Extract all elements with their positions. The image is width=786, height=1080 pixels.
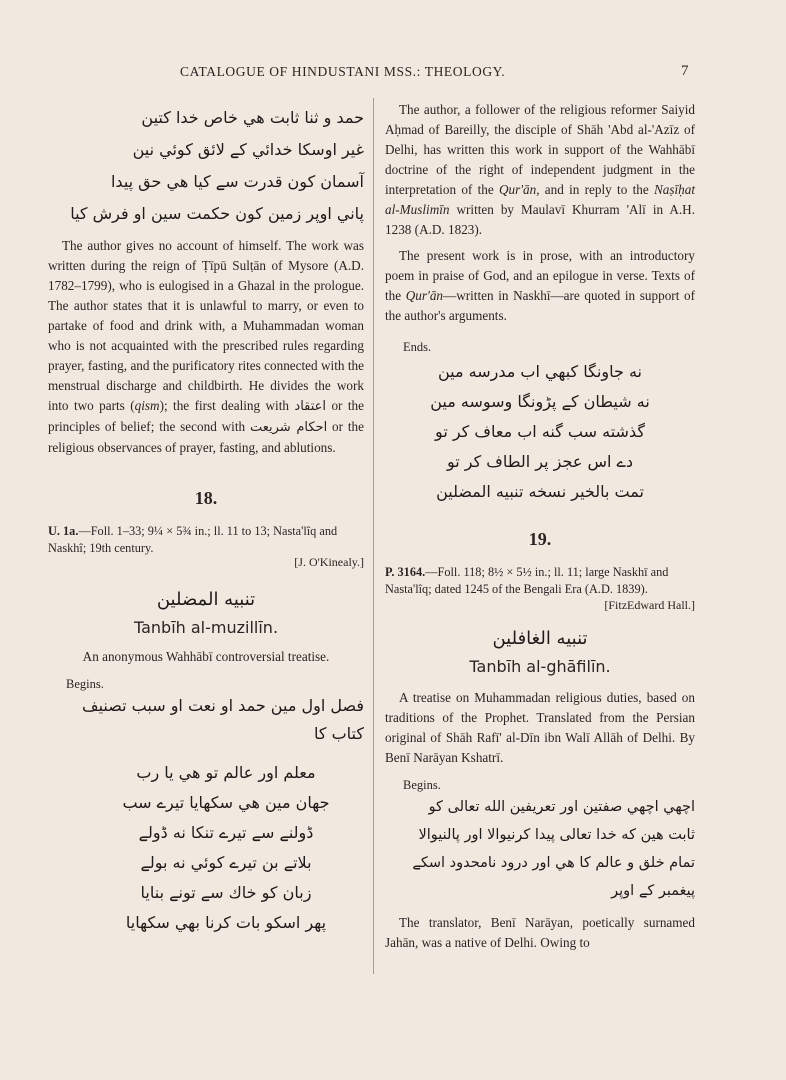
urdu-verse-line: پھر اسكو بات كرنا بھي سكھايا [125,913,327,932]
entry-meta: P. 3164.—Foll. 118; 8½ × 5½ in.; ll. 11; large Naskhī and Nasta'lîq; dated 1245 of the Bengali Era (A.D. 1839). [385,565,669,596]
urdu-verse-line: گذشته سب گنه اب معاف كر تو [435,422,645,441]
urdu-verse-line: دے اس عجز پر الطاف كر تو [446,452,634,471]
begins-verses [48,758,364,938]
begins-label: Begins. [66,677,104,691]
shelfmark: U. 1a. [48,524,79,538]
attribution: [FitzEdward Hall.] [604,598,695,612]
urdu-title: تنبيه الغافلين [492,628,588,649]
urdu-verse-line: نه جاونگا كبهي اب مدرسه مين [437,362,643,381]
begins-prose: اچھي اچھي صفتين اور تعريفين الله تعالى كو ثابت هين كه خدا تعالى پيدا كرنيوالا اور پالنيوالا تمام خلق و عالم كا هي اور درود نامحدود اسكے پيغمبر كے اوپر [412,799,695,899]
column-divider [373,98,374,974]
urdu-verse-line: تمت بالخير نسخه تنبيه المضلين [436,482,644,501]
entry-number: 18. [194,488,218,508]
description-paragraph: The author, a follower of the religious reformer Saiyid Aḥmad of Bareilly, the disciple of Shāh 'Abd al-'Azīz of Delhi, has written this work in support of the Wahhābī doctrine of the right of independent judgment in the interpretation of the Qur'ān, and in reply to the Naṣīḥat al-Muslimīn written by Maulavī Khurram 'Alī in A.H. 1238 (A.D. 1823). [385,102,695,237]
urdu-verse-line: آسمان كون قدرت سے كيا هي حق پيدا [110,172,364,191]
page-number: 7 [681,63,689,79]
attribution: [J. O'Kinealy.] [294,555,364,569]
inline-urdu-term: اعتقاد [294,399,327,414]
closing-paragraph: The translator, Benī Narāyan, poetically surnamed Jahān, was a native of Delhi. Owing to [385,915,695,950]
urdu-verse-line: جهان مين هي سكهايا تيرے سب [122,793,330,812]
urdu-title: تنبيه المضلين [156,589,256,610]
urdu-verse-line: پاني اوپر زمين كون حكمت سين او فرش كيا [70,204,364,223]
latin-title: Tanbīh al-muzillīn. [133,618,279,637]
urdu-opening-verses [48,102,364,230]
entry-description: A treatise on Muhammadan religious duties, based on traditions of the Prophet. Translated from the Persian original of Shāh Rafī' al-Dīn ibn Walī Allāh of Delhi. By Benī Narāyan Kshatrī. [385,690,695,765]
urdu-verse-line: ڈولنے سے تيرے تنكا نه ڈولے [138,823,314,842]
begins-label: Begins. [403,778,441,792]
running-title: CATALOGUE OF HINDUSTANI MSS.: THEOLOGY. [180,64,506,79]
urdu-verse-line: بلاتے بن تيرے كوئي نه بولے [140,853,312,872]
entry-description: An anonymous Wahhābī controversial treatise. [82,649,330,664]
left-column [48,100,364,938]
inline-urdu-term: احكام شريعت [249,420,328,435]
ends-verses [385,357,695,507]
latin-title: Tanbīh al-ghāfilīn. [469,657,611,676]
begins-prose: فصل اول مين حمد او نعت او سبب تصنيف كتاب كا [82,696,364,743]
urdu-verse-line: معلم اور عالم تو هي يا رب [136,763,316,782]
entry-number: 19. [528,529,552,549]
shelfmark: P. 3164. [385,565,426,579]
urdu-verse-line: حمد و ثنا ثابت هي خاص خدا كتين [141,108,364,127]
ends-label: Ends. [403,340,432,354]
entry-meta: U. 1a.—Foll. 1–33; 9¼ × 5¾ in.; ll. 11 to 13; Nasta'lîq and Naskhî; 19th century. [48,524,338,555]
urdu-verse-line: نه شيطان كے پڑونگا وسوسه مين [430,392,650,411]
description-paragraph: The present work is in prose, with an introductory poem in praise of God, and an epilogue in verse. Texts of the Qur'ān—written in Naskhī—are quoted in support of the author's arguments. [385,248,695,323]
urdu-verse-line: زبان كو خاك سے تونے بنايا [140,883,312,902]
urdu-verse-line: غير اوسكا خدائي كے لائق كوئي نين [132,140,364,159]
right-column [385,100,695,953]
description-paragraph: The author gives no account of himself. The work was written during the reign of Ṭīpū Sulṭān of Mysore (A.D. 1782–1799), who is eulogised in a Ghazal in the prologue. The author states that it is unlawful to marry, or even to partake of food and drink with, a Muhammadan woman who is not acquainted with the prescribed rules regarding prayer, fasting, and the purificatory rites connected with the menstrual discharge and childbirth. He divides the work into two parts (qism); the first dealing with اعتقاد or the principles of belief; the second with احكام شريعت or the religious observances of prayer, fasting, and ablutions. [48,238,364,455]
